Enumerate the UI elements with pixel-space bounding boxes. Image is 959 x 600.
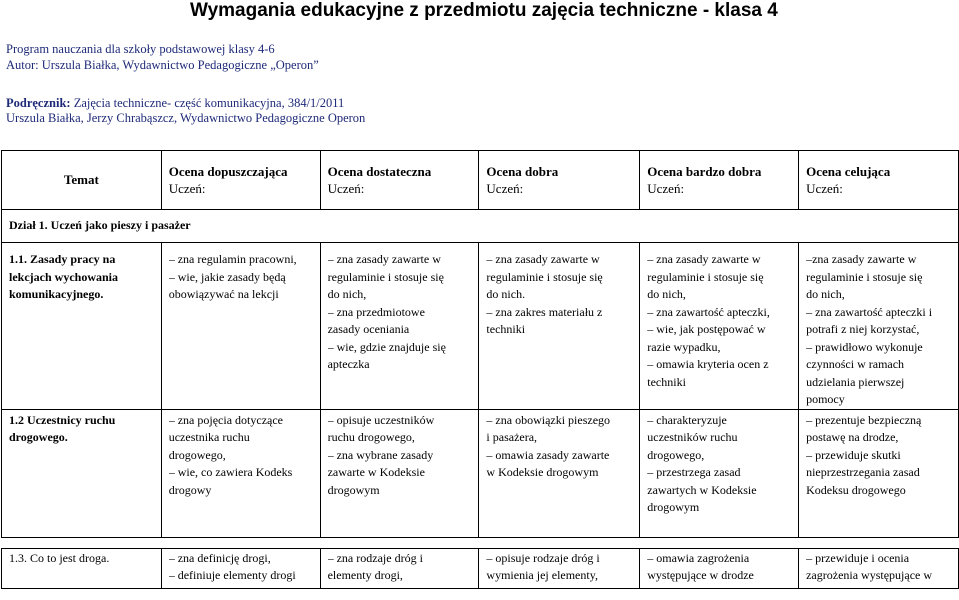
text-line: – opisuje rodzaje dróg i [486, 550, 600, 565]
text-line: – prezentuje bezpieczną [806, 412, 922, 427]
text-line: – zna definicję drogi, [168, 550, 271, 565]
text-line: lekcjach wychowania [9, 269, 118, 284]
text-line: potrafi z niej korzystać, [806, 322, 920, 336]
text-line: pomocy [806, 392, 845, 406]
text-line: – prawidłowo wykonuje [806, 339, 923, 354]
text-line: wymienia jej elementy, [486, 568, 598, 582]
author-line: Autor: Urszula Białka, Wydawnictwo Pedagogiczne „Operon” [6, 58, 319, 72]
requirement-cell [161, 243, 320, 410]
text-line: drogowego, [168, 447, 226, 462]
text-line: – opisuje uczestników [327, 412, 435, 427]
section-title: Dział 1. Uczeń jako pieszy i pasażer [2, 210, 959, 243]
textbook-label: Podręcznik: [6, 96, 71, 110]
text-line: do nich, [327, 287, 367, 301]
text-line: udzielania pierwszej [806, 374, 905, 389]
text-line: zagrożenia występujące w [806, 568, 933, 582]
text-line: regulaminie i stosuje się [327, 269, 444, 284]
text-line: ruchu drogowego, [327, 430, 415, 444]
requirements-table [1, 150, 959, 589]
text-line: – przestrzega zasad [647, 465, 741, 479]
text-line: techniki [486, 322, 526, 336]
grade-sub: Uczeń: [327, 181, 365, 196]
text-line: –zna zasady zawarte w [806, 252, 917, 266]
grade-header-3 [479, 151, 640, 210]
requirement-cell [799, 243, 959, 410]
requirement-cell [799, 409, 959, 537]
text-line: postawę na drodze, [806, 430, 899, 444]
text-line: – omawia kryteria ocen z [647, 357, 769, 371]
text-line: – zna zasady zawarte w [327, 252, 441, 266]
text-line: drogowego, [647, 447, 705, 462]
requirement-cell [799, 548, 959, 588]
text-line: w Kodeksie drogowym [486, 465, 599, 479]
text-line: elementy drogi, [327, 568, 403, 582]
text-line: występujące w drodze [647, 568, 754, 582]
text-line: regulaminie i stosuje się [806, 269, 923, 284]
text-line: drogowym [647, 500, 700, 514]
text-line: – zna rodzaje dróg i [327, 550, 423, 565]
text-line: do nich, [647, 287, 686, 301]
text-line: 1.1. Zasady pracy na [9, 252, 116, 266]
requirement-cell [479, 243, 640, 410]
text-line: – omawia zasady zawarte [486, 447, 610, 462]
requirement-cell [640, 409, 799, 537]
text-line: – zna zakres materiału z [486, 304, 603, 319]
text-line: – przewiduje skutki [806, 447, 901, 462]
grade-name: Ocena dobra [486, 163, 559, 179]
text-line: obowiązywać na lekcji [168, 287, 279, 301]
grade-sub: Uczeń: [486, 181, 524, 196]
text-line: nieprzestrzegania zasad [806, 465, 920, 479]
grade-name: Ocena dopuszczająca [168, 163, 288, 179]
text-line: regulaminie i stosuje się [647, 269, 764, 284]
textbook-line [6, 96, 344, 111]
text-line: 1.2 Uczestnicy ruchu [9, 412, 116, 427]
section-row [2, 210, 959, 243]
requirement-cell [640, 548, 799, 588]
text-line: – zna zasady zawarte w [647, 252, 761, 266]
grade-header-2 [320, 151, 479, 210]
grade-sub: Uczeń: [168, 181, 206, 196]
text-line: – zna zasady zawarte w [486, 252, 600, 266]
text-line: zawartych w Kodeksie [647, 482, 757, 497]
text-line: razie wypadku, [647, 339, 721, 354]
document-title: Wymagania edukacyjne z przedmiotu zajęcia techniczne - klasa 4 [190, 0, 778, 21]
table-gap [2, 537, 959, 548]
text-line: 1.3. Co to jest droga. [9, 550, 110, 565]
grade-sub: Uczeń: [806, 181, 843, 196]
text-line: – charakteryzuje [647, 412, 727, 427]
text-line: – zna przedmiotowe [327, 304, 425, 319]
grade-header-5 [799, 151, 959, 210]
requirement-cell [320, 548, 479, 588]
text-line: do nich, [806, 287, 845, 301]
requirement-cell [320, 409, 479, 537]
requirement-cell [320, 243, 479, 410]
text-line: – wie, gdzie znajduje się [327, 339, 446, 354]
topic-header: Temat [2, 151, 162, 210]
requirement-cell [479, 409, 640, 537]
text-line: apteczka [327, 357, 370, 371]
text-line: – wie, jak postępować w [647, 322, 766, 336]
requirement-cell [161, 409, 320, 537]
topic-cell [2, 548, 162, 588]
text-line: Kodeksu drogowego [806, 482, 906, 497]
text-line: komunikacyjnego. [9, 287, 104, 301]
text-line: techniki [647, 374, 686, 389]
text-line: uczestnika ruchu [168, 430, 250, 444]
gap-cell [2, 537, 959, 548]
textbook-value: Zajęcia techniczne- część komunikacyjna, 384/1/2011 [70, 96, 345, 110]
text-line: – omawia zagrożenia [647, 550, 750, 565]
text-line: – zna pojęcia dotyczące [168, 412, 283, 427]
text-line: – zna regulamin pracowni, [168, 252, 297, 266]
grade-header-4 [640, 151, 799, 210]
table-row [2, 243, 959, 410]
text-line: – zna wybrane zasady [327, 447, 434, 462]
grade-name: Ocena dostateczna [327, 163, 432, 179]
requirement-cell [161, 548, 320, 588]
grade-name: Ocena celująca [806, 163, 891, 179]
table-row [2, 548, 959, 588]
text-line: – zna zawartość apteczki i [806, 304, 933, 319]
grade-sub: Uczeń: [647, 181, 685, 196]
topic-cell [2, 409, 162, 537]
text-line: drogowym [327, 482, 380, 497]
grade-header-1 [161, 151, 320, 210]
text-line: drogowy [168, 482, 212, 497]
topic-cell [2, 243, 162, 410]
text-line: – przewiduje i ocenia [806, 550, 910, 565]
text-line: – wie, co zawiera Kodeks [168, 465, 293, 479]
header-row [2, 151, 959, 210]
text-line: regulaminie i stosuje się [486, 269, 603, 284]
program-line: Program nauczania dla szkoły podstawowej klasy 4-6 [6, 42, 275, 56]
requirement-cell [640, 243, 799, 410]
table-row [2, 409, 959, 537]
text-line: – zna zawartość apteczki, [647, 304, 770, 319]
text-line: do nich. [486, 287, 526, 301]
text-line: – wie, jakie zasady będą [168, 269, 286, 284]
text-line: drogowego. [9, 430, 68, 444]
text-line: – zna obowiązki pieszego [486, 412, 611, 427]
text-line: – definiuje elementy drogi [168, 568, 296, 582]
textbook-authors-line: Urszula Białka, Jerzy Chrabąszcz, Wydawnictwo Pedagogiczne Operon [6, 111, 366, 125]
text-line: zasady oceniania [327, 322, 410, 336]
requirement-cell [479, 548, 640, 588]
text-line: zawarte w Kodeksie [327, 465, 425, 479]
text-line: czynności w ramach [806, 357, 905, 371]
grade-name: Ocena bardzo dobra [647, 163, 762, 179]
text-line: i pasażera, [486, 430, 538, 444]
text-line: uczestników ruchu [647, 430, 738, 444]
